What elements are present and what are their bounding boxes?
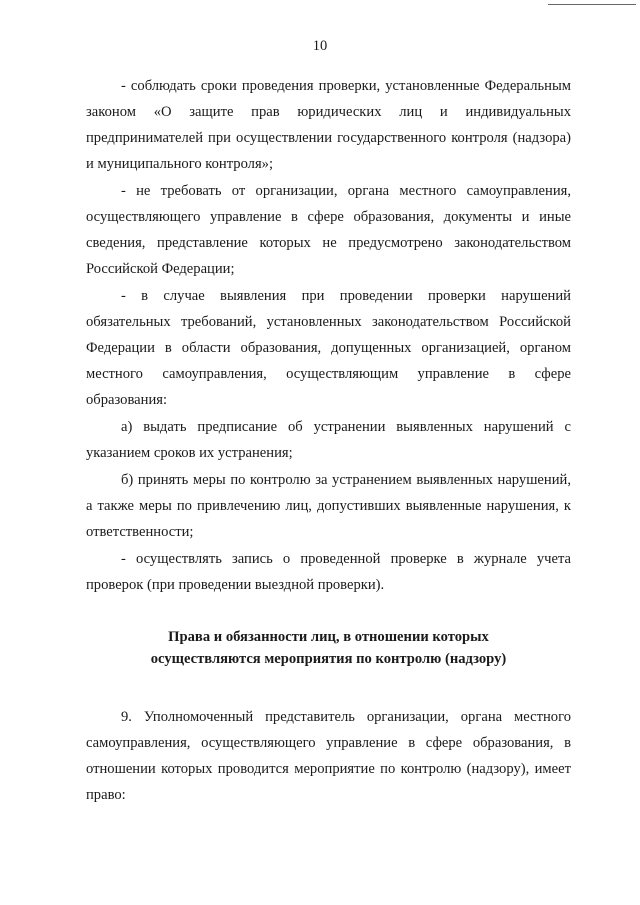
- body-text: [86, 73, 571, 599]
- paragraph-deadlines: - соблюдать сроки проведения проверки, установленные Федеральным законом «О защите прав юридических лиц и индивидуальных предпринимателей при осуществлении государственного контроля (надзора) и муниципального контроля»;: [86, 78, 571, 172]
- paragraph-9: 9. Уполномоченный представитель организации, органа местного самоуправления, осуществляющего управление в сфере образования, в отношении которых проводится мероприятие по контролю (надзору), имеет право:: [86, 709, 571, 803]
- section-heading-line-2: осуществляются мероприятия по контролю (надзору): [150, 651, 507, 667]
- page-number: 10: [312, 38, 328, 54]
- corner-line-mark: [548, 4, 636, 5]
- body-text-2: [86, 704, 571, 809]
- section-heading-line-1: Права и обязанности лиц, в отношении которых: [168, 629, 489, 645]
- paragraph-journal: - осуществлять запись о проведенной проверке в журнале учета проверок (при проведении выездной проверки).: [86, 551, 571, 593]
- paragraph-no-documents: - не требовать от организации, органа местного самоуправления, осуществляющего управление в сфере образования, документы и иные сведения, представление которых не предусмотрено законодательством Российской Федерации;: [86, 183, 571, 277]
- paragraph-measures: б) принять меры по контролю за устранением выявленных нарушений, а также меры по привлечению лиц, допустивших выявленные нарушения, к ответственности;: [86, 472, 571, 540]
- paragraph-violations: - в случае выявления при проведении проверки нарушений обязательных требований, установленных законодательством Российской Федерации в области образования, допущенных организацией, органом местного самоуправления, осуществляющим управление в сфере образования:: [86, 288, 571, 408]
- paragraph-order: а) выдать предписание об устранении выявленных нарушений с указанием сроков их устранения;: [86, 419, 571, 461]
- section-heading: [86, 626, 571, 670]
